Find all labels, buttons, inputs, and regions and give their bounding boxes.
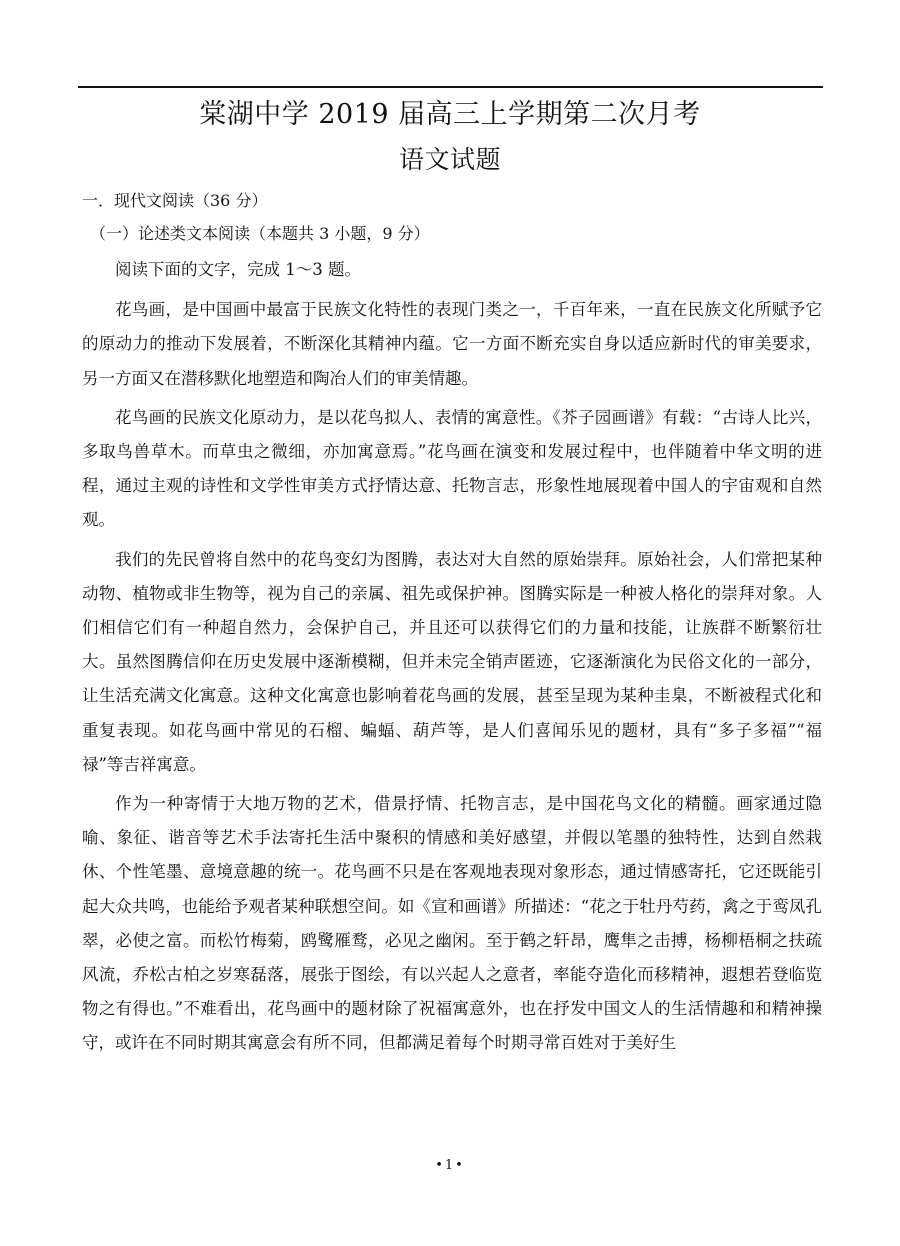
paragraph: 花鸟画，是中国画中最富于民族文化特性的表现门类之一，千百年来，一直在民族文化所赋予它的原动力的推动下发展着，不断深化其精神内蕴。它一方面不断充实自身以适应新时代的审美要求，另一方面又在潜移默化地塑造和陶冶人们的审美情趣。 xyxy=(82,300,822,388)
reading-passage xyxy=(82,253,822,1061)
exam-subtitle: 语文试题 xyxy=(398,145,501,174)
paragraph: 我们的先民曾将自然中的花鸟变幻为图腾，表达对大自然的原始崇拜。原始社会，人们常把某种动物、植物或非生物等，视为自己的亲属、祖先或保护神。图腾实际是一种被人格化的崇拜对象。人们相信它们有一种超自然力，会保护自己，并且还可以获得它们的力量和技能，让族群不断繁衍壮大。虽然图腾信仰在历史发展中逐渐模糊，但并未完全销声匿迹，它逐渐演化为民俗文化的一部分，让生活充满文化寓意。这种文化寓意也影响着花鸟画的发展，甚至呈现为某种圭臬，不断被程式化和重复表现。如花鸟画中常见的石榴、蝙蝠、葫芦等，是人们喜闻乐见的题材，具有“多子多福”“福禄”等吉祥寓意。 xyxy=(82,549,822,774)
section-heading: 一．现代文阅读（36 分） xyxy=(82,191,268,210)
instructions: 阅读下面的文字，完成 1～3 题。 xyxy=(115,260,361,279)
header-rule xyxy=(78,86,823,88)
paragraph: 作为一种寄情于大地万物的艺术，借景抒情、托物言志，是中国花鸟文化的精髓。画家通过隐喻、象征、谐音等艺术手法寄托生活中聚积的情感和美好感望，并假以笔墨的独特性，达到自然栽休、个性笔墨、意境意趣的统一。花鸟画不只是在客观地表现对象形态，通过情感寄托，它还既能引起大众共鸣，也能给予观者某种联想空间。如《宣和画谱》所描述：“花之于牡丹芍药，禽之于鸾凤孔翠，必使之富。而松竹梅菊，鸥鹭雁鹜，必见之幽闲。至于鹤之轩昂，鹰隼之击搏，杨柳梧桐之扶疏风流，乔松古柏之岁寒磊落，展张于图绘，有以兴起人之意者，率能夺造化而移精神，遐想若登临览物之有得也。”不难看出，花鸟画中的题材除了祝福寓意外，也在抒发中国文人的生活情趣和和精神操守，或许在不同时期其寓意会有所不同，但都满足着每个时期寻常百姓对于美好生 xyxy=(82,794,822,1053)
page-number: •1• xyxy=(435,1158,465,1173)
paragraph: 花鸟画的民族文化原动力，是以花鸟拟人、表情的寓意性。《芥子园画谱》有载：“古诗人比兴，多取鸟兽草木。而草虫之微细，亦加寓意焉。”花鸟画在演变和发展过程中，也伴随着中华文明的进程，通过主观的诗性和文学性审美方式抒情达意、托物言志，形象性地展现着中国人的宇宙观和自然观。 xyxy=(82,407,822,530)
subsection-heading: （一）论述类文本阅读（本题共 3 小题，9 分） xyxy=(90,224,430,243)
exam-title: 棠湖中学 2019 届高三上学期第二次月考 xyxy=(199,99,701,130)
